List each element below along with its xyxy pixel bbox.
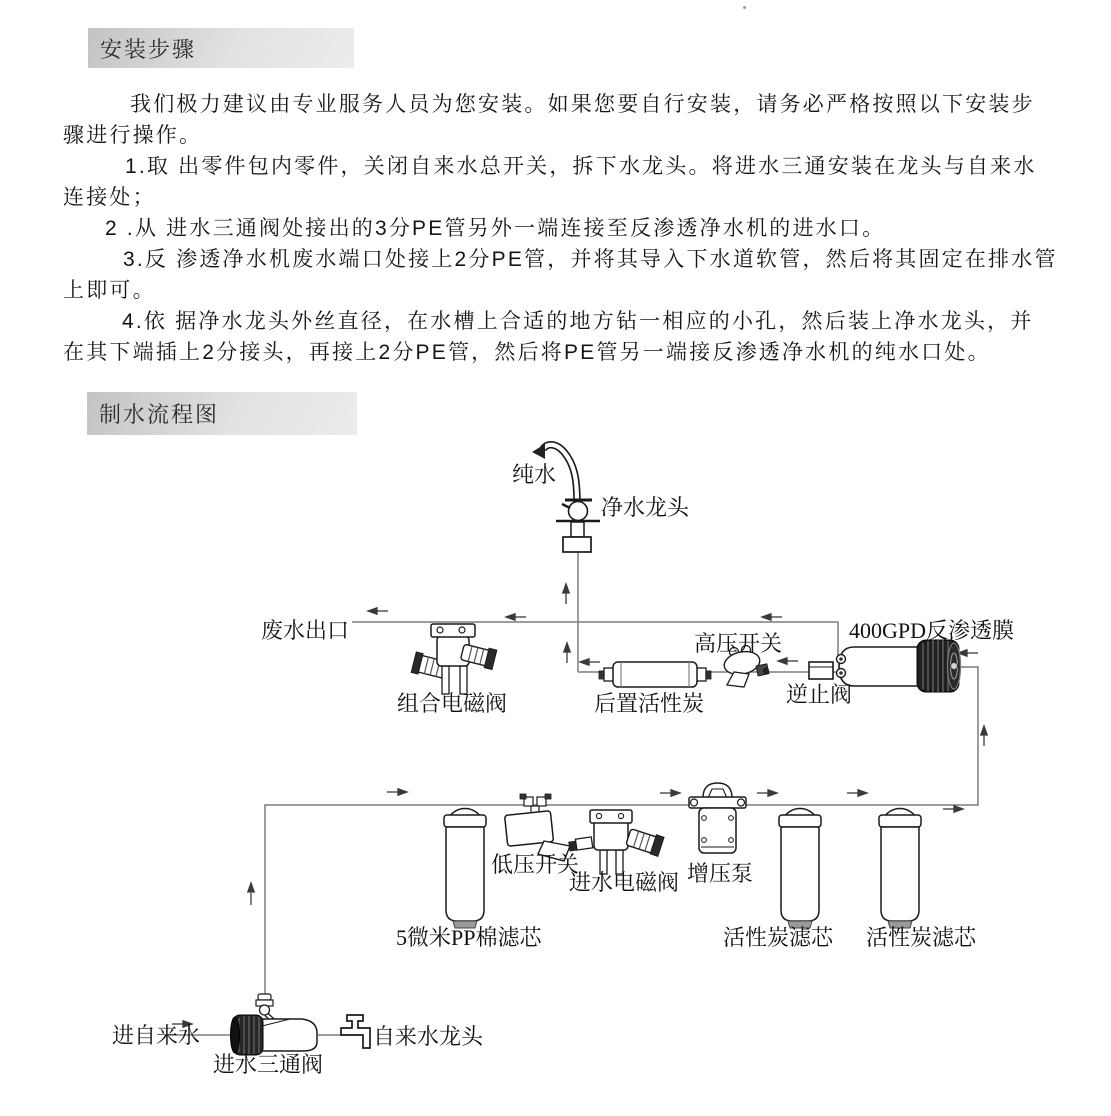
section-title-install: 安装步骤 — [88, 28, 354, 68]
body-line: 上即可。 — [63, 279, 156, 302]
label-pp-filter: 5微米PP棉滤芯 — [396, 925, 542, 950]
arrow-right-icon — [757, 790, 777, 796]
label-booster-pump: 增压泵 — [687, 861, 754, 886]
label-carbon-filter: 活性炭滤芯 — [723, 925, 834, 950]
combo-solenoid-valve-drawing — [411, 624, 497, 694]
label-lp-switch: 低压开关 — [491, 852, 580, 877]
body-line: 1.取 出零件包内零件，关闭自来水总开关，拆下水龙头。将进水三通安装在龙头与自来水 — [125, 155, 1037, 178]
ro-membrane-drawing — [837, 640, 961, 692]
label-inlet-valve: 进水电磁阀 — [569, 870, 680, 895]
three-way-valve-drawing — [231, 994, 318, 1055]
body-line: 在其下端插上2分接头，再接上2分PE管，然后将PE管另一端接反渗透净水机的纯水口处。 — [63, 341, 991, 364]
arrow-up-icon — [564, 643, 570, 663]
arrow-left-icon — [368, 608, 388, 614]
section-title-flowchart: 制水流程图 — [87, 392, 357, 435]
arrow-right-icon — [387, 789, 407, 795]
label-tap-in: 进自来水 — [112, 1023, 201, 1048]
arrow-left-icon — [580, 659, 600, 665]
arrow-up-icon — [981, 726, 987, 746]
water-flow-diagram — [0, 430, 1111, 1116]
body-line: 连接处； — [63, 186, 156, 209]
pp-filter-drawing — [444, 808, 486, 928]
label-pure-water: 纯水 — [512, 462, 557, 487]
arrow-left-icon — [778, 658, 798, 664]
check-valve-drawing — [809, 662, 833, 679]
label-combo-valve: 组合电磁阀 — [397, 691, 508, 716]
carbon-filter-drawing — [779, 808, 821, 928]
spout-tip — [532, 444, 545, 459]
arrow-up-icon — [248, 883, 254, 905]
booster-pump-drawing — [689, 783, 746, 853]
label-waste-outlet: 废水出口 — [261, 618, 350, 643]
arrow-right-icon — [660, 790, 680, 796]
body-line: 4.依 据净水龙头外丝直径，在水槽上合适的地方钻一相应的小孔，然后装上净水龙头，并 — [122, 310, 1034, 333]
clean-faucet-drawing — [532, 444, 600, 552]
body-line: 我们极力建议由专业服务人员为您安装。如果您要自行安装，请务必严格按照以下安装步 — [130, 93, 1035, 116]
label-clean-faucet: 净水龙头 — [601, 495, 690, 520]
body-line: 骤进行操作。 — [63, 124, 203, 147]
label-ro-membrane: 400GPD反渗透膜 — [849, 618, 1015, 643]
arrow-left-icon — [506, 614, 526, 620]
label-carbon-filter: 活性炭滤芯 — [866, 925, 977, 950]
arrow-right-icon — [847, 790, 867, 796]
label-hp-switch: 高压开关 — [694, 631, 783, 656]
arrow-left-icon — [762, 614, 782, 620]
arrow-right-icon — [943, 806, 963, 812]
body-line: 2 .从 进水三通阀处接出的3分PE管另外一端连接至反渗透净水机的进水口。 — [105, 217, 886, 240]
label-post-carbon: 后置活性炭 — [594, 691, 705, 716]
scan-speck — [743, 6, 746, 9]
label-check-valve: 逆止阀 — [786, 682, 853, 707]
label-tap-faucet: 自来水龙头 — [373, 1024, 484, 1049]
body-line: 3.反 渗透净水机废水端口处接上2分PE管，并将其导入下水道软管，然后将其固定在排水管 — [123, 248, 1058, 271]
post-carbon-drawing — [599, 662, 711, 687]
lp-switch-drawing — [505, 794, 570, 861]
tap-faucet-drawing — [341, 1015, 370, 1048]
arrow-left-icon — [958, 650, 978, 656]
inlet-solenoid-valve-drawing — [568, 810, 664, 874]
carbon-filter-drawing — [879, 808, 921, 928]
label-three-way-valve: 进水三通阀 — [213, 1052, 324, 1077]
arrow-up-icon — [563, 584, 569, 604]
